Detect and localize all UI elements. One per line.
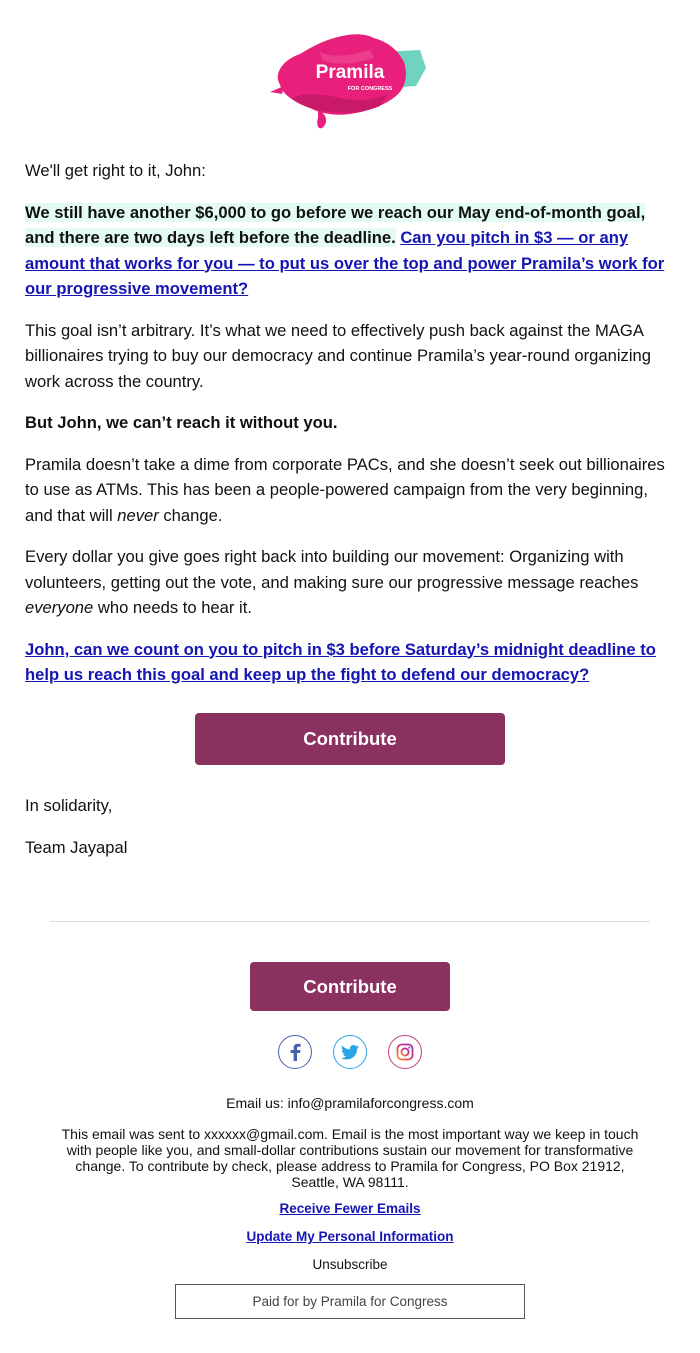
footer-divider [50, 921, 650, 922]
goal-paragraph: This goal isn’t arbitrary. It’s what we need to effectively push back against the MAGA billionaires trying to buy our democracy and continue Pramila’s year-round organizing work across the country. [25, 320, 651, 391]
people-powered-paragraph: Pramila doesn’t take a dime from corporate PACs, and she doesn’t seek out billionaires to use as ATMs. This has been a people-powered campaign from the very beginning, and that will never change. [25, 454, 665, 525]
logo-brush-art [270, 28, 430, 134]
legal-disclaimer: This email was sent to xxxxxx@gmail.com. Email is the most important way we keep in touch with people like you, and small-dollar contributions sustain our movement for transformative change. To contribute by check, please address to Pramila for Congress, PO Box 21912, Seattle, WA 98111. [61, 1126, 639, 1190]
logo-name: Pramila [315, 62, 385, 83]
campaign-logo[interactable] [0, 28, 700, 134]
logo-subtitle: FOR CONGRESS [347, 86, 393, 92]
social-links [0, 1035, 700, 1069]
footer [0, 962, 700, 1319]
signoff: In solidarity, [25, 795, 113, 815]
instagram-icon[interactable] [388, 1035, 422, 1069]
contribute-button[interactable]: Contribute [195, 713, 505, 765]
contact-email: Email us: info@pramilaforcongress.com [226, 1095, 474, 1111]
highlighted-goal-text: We still have another $6,000 to go before we reach our May end-of-month goal, and there are two days left before the deadline. [25, 202, 646, 247]
twitter-icon[interactable] [333, 1035, 367, 1069]
greeting: We'll get right to it, John: [25, 161, 206, 180]
appeal-paragraph [25, 200, 675, 302]
every-dollar-paragraph: Every dollar you give goes right back into building our movement: Organizing with volunteers, getting out the vote, and making sure our progressive message reaches everyone who needs to hear it. [25, 547, 639, 617]
receive-fewer-emails-link[interactable]: Receive Fewer Emails [279, 1201, 421, 1216]
unsubscribe-link[interactable]: Unsubscribe [312, 1257, 388, 1272]
cant-reach-paragraph: But John, we can’t reach it without you. [25, 413, 338, 432]
update-personal-info-link[interactable]: Update My Personal Information [246, 1229, 454, 1244]
footer-contribute-button[interactable]: Contribute [250, 962, 450, 1011]
email-body [25, 158, 675, 878]
signature: Team Jayapal [25, 838, 128, 857]
paid-for-box: Paid for by Pramila for Congress [175, 1284, 525, 1319]
deadline-paragraph [25, 637, 675, 688]
facebook-icon[interactable] [278, 1035, 312, 1069]
deadline-pitch-link[interactable]: John, can we count on you to pitch in $3 before Saturday’s midnight deadline to help us reach this goal and keep up the fight to defend our democracy? [25, 639, 656, 684]
pitch-in-link[interactable]: Can you pitch in $3 — or any amount that works for you — to put us over the top and power Pramila’s work for our progressive movement? [25, 228, 665, 298]
